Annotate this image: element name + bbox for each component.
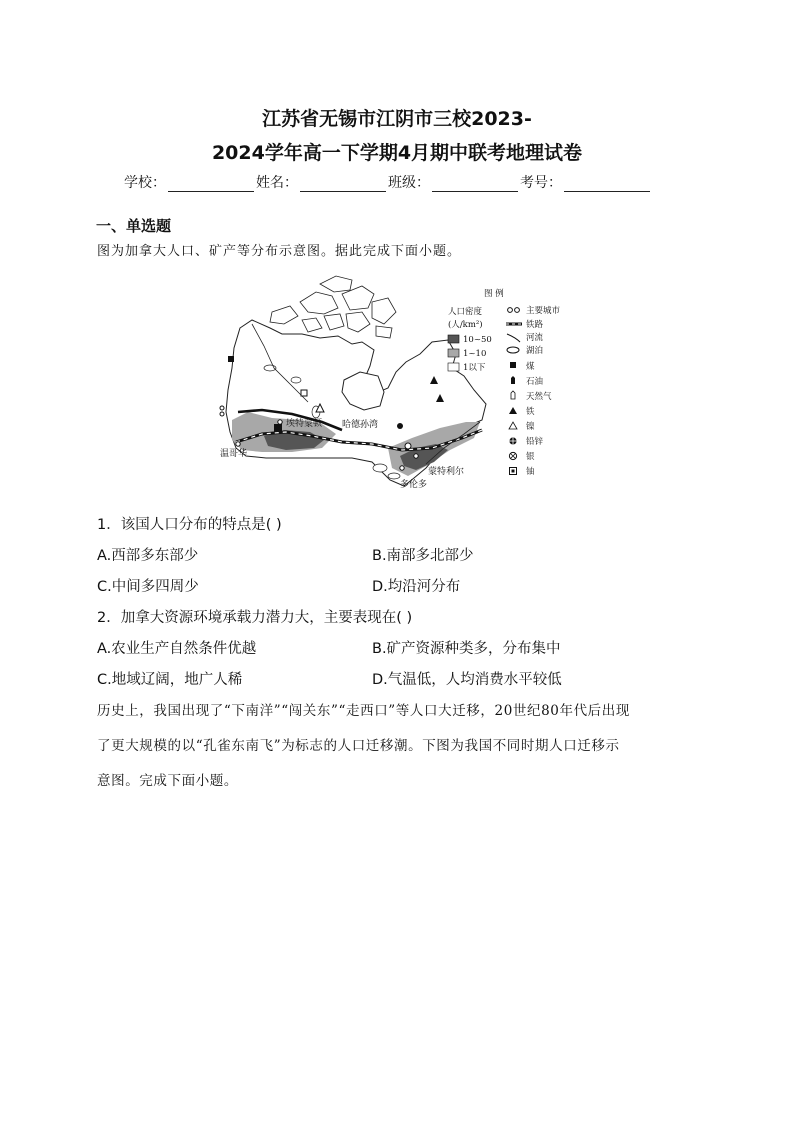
- city-symbol-icon: [515, 308, 520, 313]
- migration-intro-line3: 意图。完成下面小题。: [97, 773, 238, 789]
- city-label-toronto: 多伦多: [400, 480, 428, 490]
- legend-label-gas: 天然气: [526, 392, 552, 402]
- density-swatch-sparse: [448, 363, 459, 371]
- nickel-symbol-icon: [509, 422, 517, 429]
- question-2-stem: 2．加拿大资源环境承载力潜力大，主要表现在( ): [97, 610, 413, 626]
- legend-label-city: 主要城市: [526, 306, 561, 316]
- q1-option-a[interactable]: A.西部多东部少: [97, 548, 199, 564]
- student-info-line: [124, 172, 684, 192]
- legend-label-river: 河流: [526, 333, 544, 343]
- density-unit: (人/km²): [448, 320, 483, 330]
- name-blank[interactable]: [300, 177, 386, 192]
- exam-number-blank[interactable]: [564, 177, 650, 192]
- density-label-medium: 1~10: [463, 349, 487, 359]
- density-swatch-dense: [448, 335, 459, 343]
- legend-label-lead-zinc: 铅锌: [526, 437, 544, 447]
- q1-option-d[interactable]: D.均沿河分布: [372, 579, 461, 595]
- migration-intro-paragraph: [97, 694, 697, 799]
- city-dot: [220, 412, 224, 416]
- legend-label-uranium: 铀: [526, 467, 535, 477]
- iron-symbol-icon: [509, 407, 517, 414]
- legend-label-coal: 煤: [526, 362, 535, 372]
- canada-map-figure: [212, 272, 580, 497]
- legend-label-lake: 湖泊: [526, 346, 544, 356]
- q1-option-b[interactable]: B.南部多北部少: [372, 548, 474, 564]
- legend-label-iron: 铁: [526, 407, 535, 417]
- density-label-dense: 10~50: [463, 335, 492, 345]
- city-dot: [278, 420, 282, 424]
- city-dot: [220, 406, 224, 410]
- q2-option-a[interactable]: A.农业生产自然条件优越: [97, 641, 257, 657]
- migration-intro-line1: 历史上，我国出现了“下南洋”“闯关东”“走西口”等人口大迁移，20世纪80年代后出现: [97, 703, 630, 719]
- question-intro: 图为加拿大人口、矿产等分布示意图。据此完成下面小题。: [97, 244, 462, 259]
- coal-icon: [274, 424, 282, 432]
- gas-symbol-icon: [511, 391, 515, 399]
- q2-option-d[interactable]: D.气温低，人均消费水平较低: [372, 672, 562, 688]
- legend-label-oil: 石油: [526, 377, 544, 387]
- name-label: 姓名：: [256, 175, 298, 191]
- exam-title-line2: 2024学年高一下学期4月期中联考地理试卷: [211, 142, 583, 164]
- q2-option-b[interactable]: B.矿产资源种类多，分布集中: [372, 641, 561, 657]
- q2-option-c[interactable]: C.地域辽阔，地广人稀: [97, 672, 243, 688]
- school-label: 学校：: [124, 175, 166, 191]
- exam-number-label: 考号：: [520, 175, 562, 191]
- city-dot: [236, 442, 240, 446]
- density-swatch-medium: [448, 349, 459, 357]
- migration-intro-line2: 了更大规模的以“孔雀东南飞”为标志的人口迁移潮。下图为我国不同时期人口迁移示: [97, 738, 620, 754]
- lead-zinc-icon: [397, 423, 403, 429]
- class-label: 班级：: [388, 175, 430, 191]
- legend-title: 图 例: [484, 289, 504, 299]
- question-1-stem: 1．该国人口分布的特点是( ): [97, 517, 282, 533]
- oil-symbol-icon: [511, 376, 515, 384]
- city-label-hudson-bay: 哈德孙湾: [342, 420, 379, 430]
- legend-label-silver: 银: [526, 452, 535, 462]
- density-label-sparse: 1以下: [463, 363, 486, 373]
- school-blank[interactable]: [168, 177, 254, 192]
- class-blank[interactable]: [432, 177, 518, 192]
- exam-title-line1: 江苏省无锡市江阴市三校2023-: [262, 108, 532, 130]
- lake-symbol-icon: [507, 347, 519, 353]
- legend-label-nickel: 镍: [526, 422, 535, 432]
- river-symbol-icon: [507, 334, 520, 342]
- city-dot: [414, 454, 418, 458]
- legend-label-railway: 铁路: [526, 320, 544, 330]
- arctic-islands: [270, 276, 396, 338]
- coal-icon: [228, 356, 234, 362]
- city-label-edmonton: 埃特蒙顿: [286, 419, 323, 429]
- city-label-vancouver: 温哥华: [220, 449, 248, 459]
- city-label-montreal: 蒙特利尔: [428, 467, 465, 477]
- density-title: 人口密度: [448, 307, 483, 317]
- silver-icon: [405, 443, 411, 449]
- uranium-icon: [301, 390, 307, 396]
- section-title: 一、单选题: [96, 217, 172, 235]
- coal-symbol-icon: [510, 362, 516, 368]
- canada-map: [212, 272, 580, 497]
- city-symbol-icon: [508, 308, 513, 313]
- city-dot: [400, 466, 404, 470]
- q1-option-c[interactable]: C.中间多四周少: [97, 579, 199, 595]
